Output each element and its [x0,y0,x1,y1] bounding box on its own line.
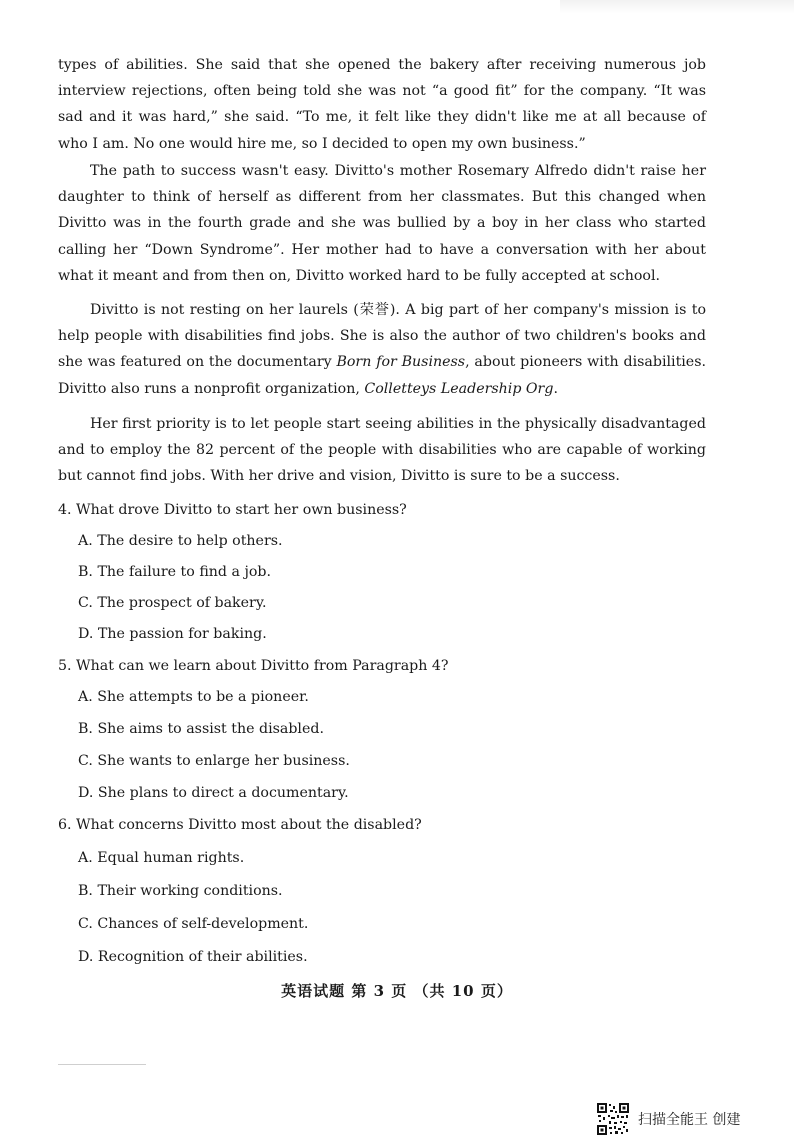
question-6-option-b: B. Their working conditions. [78,883,283,899]
passage-paragraph-3 [58,297,706,402]
paragraph-text: Her first priority is to let people start seeing abilities in the physically disadvantaged and to employ the 82 percent of the people with disabilities who are capable of working but cannot find jobs. With her drive and vision, Divitto is sure to be a success. [58,416,706,485]
page-footer: 英语试题 第 3 页 （共 10 页） [281,982,513,1000]
organization-name: Colletteys Leadership Org [364,380,554,397]
question-6-option-a: A. Equal human rights. [78,850,245,866]
footer-divider [58,1064,146,1065]
question-6-option-c: C. Chances of self-development. [78,916,309,932]
question-4-stem: 4. What drove Divitto to start her own business? [58,502,407,518]
qr-code-icon [596,1102,630,1136]
paragraph-part: , about pioneers with disabilities. Divitto also runs a nonprofit organization, [58,354,706,397]
paragraph-text [58,297,706,402]
paragraph-text: types of abilities. She said that she opened the bakery after receiving numerous job interview rejections, often being told she was not “a good fit” for the company. “It was sad and it was hard,” she said. “To me, it felt like they didn't like me at all because of who I am. No one would hire me, so I decided to open my own business.” [58,57,706,152]
scan-shadow [560,0,794,14]
passage-paragraph-2 [58,158,706,289]
question-4-option-b: B. The failure to find a job. [78,564,272,580]
scanner-watermark [596,1102,740,1136]
question-5-option-b: B. She aims to assist the disabled. [78,721,324,737]
documentary-title: Born for Business [336,354,466,371]
question-5-option-d: D. She plans to direct a documentary. [78,785,349,801]
question-6-stem: 6. What concerns Divitto most about the disabled? [58,817,422,833]
passage-paragraph-4 [58,411,706,490]
question-6-option-d: D. Recognition of their abilities. [78,949,308,965]
paragraph-part: Divitto is not resting on her laurels (荣誉). A big part of her company's mission is to help people with disabilities find jobs. She is also the author of two children's books and she was featured on the documentary [58,302,706,371]
question-5-stem: 5. What can we learn about Divitto from Paragraph 4? [58,658,449,674]
question-4-option-d: D. The passion for baking. [78,626,267,642]
question-4-option-a: A. The desire to help others. [78,533,283,549]
question-4-option-c: C. The prospect of bakery. [78,595,267,611]
watermark-text: 扫描全能王 创建 [638,1112,741,1128]
question-5-option-c: C. She wants to enlarge her business. [78,753,350,769]
passage-paragraph-continued [58,52,706,157]
question-5-option-a: A. She attempts to be a pioneer. [78,689,309,705]
paragraph-text: The path to success wasn't easy. Divitto's mother Rosemary Alfredo didn't raise her daughter to think of herself as different from her classmates. But this changed when Divitto was in the fourth grade and she was bullied by a boy in her class who started calling her “Down Syndrome”. Her mother had to have a conversation with her about what it meant and from then on, Divitto worked hard to be fully accepted at school. [58,163,706,284]
paragraph-part: . [553,380,558,397]
